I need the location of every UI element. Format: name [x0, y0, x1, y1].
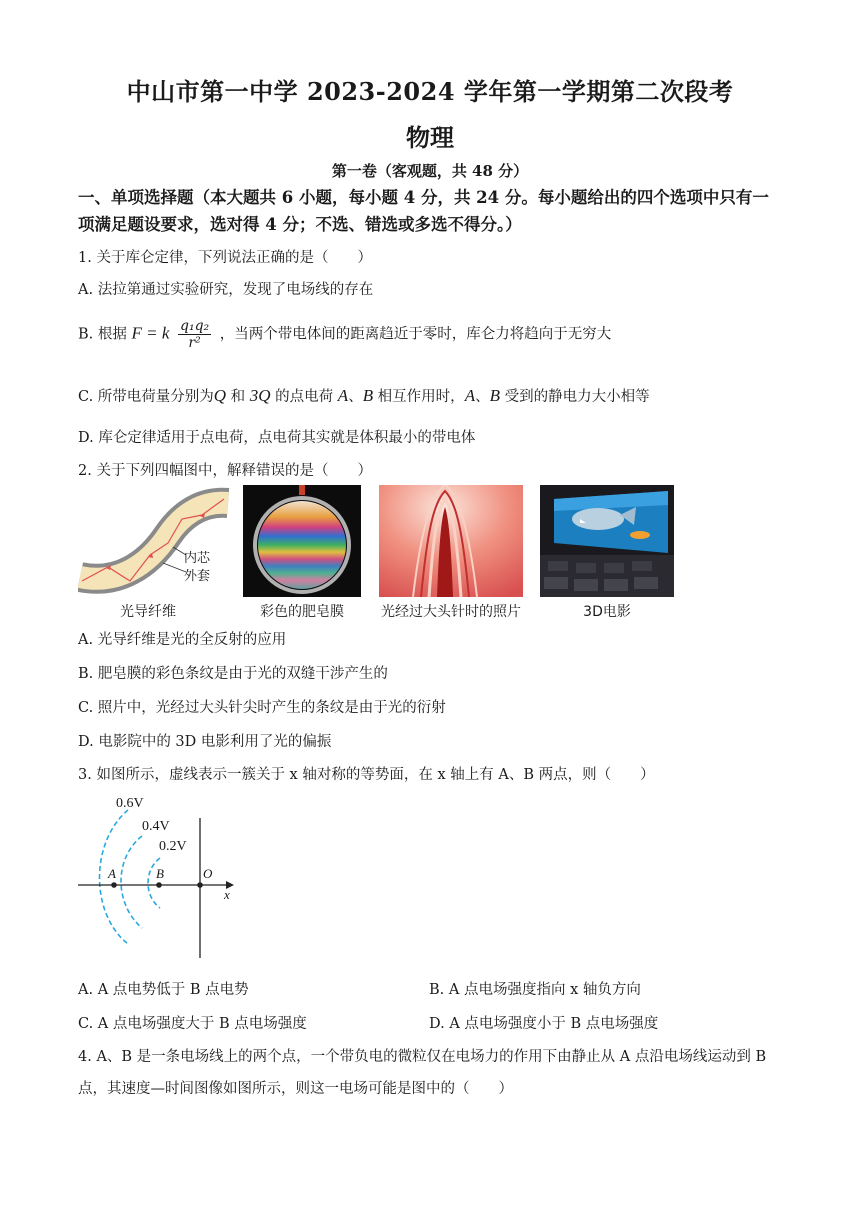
q1-c-sep2: 、 [475, 389, 490, 405]
cinema-3d-image [540, 485, 674, 597]
label-0.6v: 0.6V [116, 796, 144, 811]
fiber-cladding-label: 外套 [184, 569, 211, 584]
equipotential-figure [76, 792, 246, 962]
label-point-a: A [108, 866, 116, 881]
q1-formula-fraction [178, 318, 211, 351]
q1-c-text1: C. 所带电荷量分别为 [78, 389, 214, 405]
q2-option-b: B. 肥皂膜的彩色条纹是由于光的双缝干涉产生的 [78, 666, 388, 682]
q1-formula-denominator: r² [188, 335, 201, 351]
section-heading-line2: 项满足题设要求，选对得 4 分；不选、错选或多选不得分。） [78, 215, 522, 234]
q1-c-a: A [337, 386, 349, 405]
q1-c-a2: A [464, 386, 476, 405]
q1-b-prefix: B. 根据 [78, 326, 127, 343]
section-heading-line1: 一、单项选择题（本大题共 6 小题，每小题 4 分，共 24 分。每小题给出的四个选项中只有一 [78, 188, 769, 207]
q1-c-text4: 相互作用时， [373, 389, 465, 405]
q1-formula-numerator: q₁q₂ [180, 318, 210, 334]
optical-fiber-image [78, 485, 230, 597]
q1-c-text3: 的点电荷 [270, 389, 338, 405]
subject-title: 物理 [406, 123, 454, 152]
soap-film-image [243, 485, 361, 597]
q4-stem-line1: 4. A、B 是一条电场线上的两个点，一个带负电的微粒仅在电场力的作用下由静止从 A 点沿电场线运动到 B [78, 1049, 767, 1065]
exam-title: 中山市第一中学 2023-2024 学年第一学期第二次段考 [126, 77, 734, 106]
q1-option-a: A. 法拉第通过实验研究，发现了电场线的存在 [78, 282, 374, 298]
q1-stem: 1. 关于库仑定律，下列说法正确的是（ ） [78, 250, 372, 266]
q2-option-d: D. 电影院中的 3D 电影利用了光的偏振 [78, 734, 332, 750]
origin-dot [197, 882, 203, 888]
q1-c-text2: 和 [226, 389, 250, 405]
caption-optical-fiber: 光导纤维 [120, 604, 176, 620]
caption-3d-movie: 3D电影 [583, 604, 631, 620]
q1-c-text5: 受到的静电力大小相等 [499, 389, 650, 405]
q1-c-b2: B [489, 386, 500, 405]
q3-option-c: C. A 点电场强度大于 B 点电场强度 [78, 1016, 307, 1032]
label-point-b: B [156, 866, 164, 881]
caption-pin-diffraction: 光经过大头针时的照片 [381, 604, 521, 620]
q3-option-a: A. A 点电势低于 B 点电势 [78, 982, 249, 998]
label-origin: O [203, 866, 213, 881]
q1-c-3q: 3Q [249, 386, 271, 405]
pin-diffraction-image [379, 485, 523, 597]
section-heading [78, 184, 790, 238]
q1-c-sep: 、 [348, 389, 363, 405]
q1-c-b: B [362, 386, 374, 405]
q1-formula-lhs: F = k [131, 323, 170, 343]
label-x-axis: x [224, 887, 230, 902]
q2-stem: 2. 关于下列四幅图中，解释错误的是（ ） [78, 463, 372, 479]
q2-option-c: C. 照片中，光经过大头针尖时产生的条纹是由于光的衍射 [78, 700, 446, 716]
caption-soap-film: 彩色的肥皂膜 [260, 604, 344, 620]
q1-option-b [78, 318, 611, 351]
volume-heading: 第一卷（客观题，共 48 分） [331, 162, 529, 180]
q3-option-b: B. A 点电场强度指向 x 轴负方向 [429, 982, 641, 998]
label-0.2v: 0.2V [159, 839, 187, 854]
q1-b-suffix: ，当两个带电体间的距离趋近于零时，库仑力将趋向于无穷大 [219, 326, 612, 343]
equipotential-line-0.4v [121, 836, 142, 928]
q3-stem: 3. 如图所示，虚线表示一簇关于 x 轴对称的等势面，在 x 轴上有 A、B 两点，则（ ） [78, 767, 655, 783]
q1-option-d: D. 库仑定律适用于点电荷，点电荷其实就是体积最小的带电体 [78, 430, 476, 446]
point-a-dot [111, 882, 117, 888]
point-b-dot [156, 882, 162, 888]
fiber-core-label: 内芯 [184, 551, 211, 566]
q1-c-q: Q [213, 386, 227, 405]
q1-option-c [78, 385, 650, 406]
q3-option-d: D. A 点电场强度小于 B 点电场强度 [429, 1016, 659, 1032]
label-0.4v: 0.4V [142, 819, 170, 834]
q2-option-a: A. 光导纤维是光的全反射的应用 [78, 632, 287, 648]
q4-stem-line2: 点，其速度—时间图像如图所示，则这一电场可能是图中的（ ） [78, 1081, 513, 1097]
